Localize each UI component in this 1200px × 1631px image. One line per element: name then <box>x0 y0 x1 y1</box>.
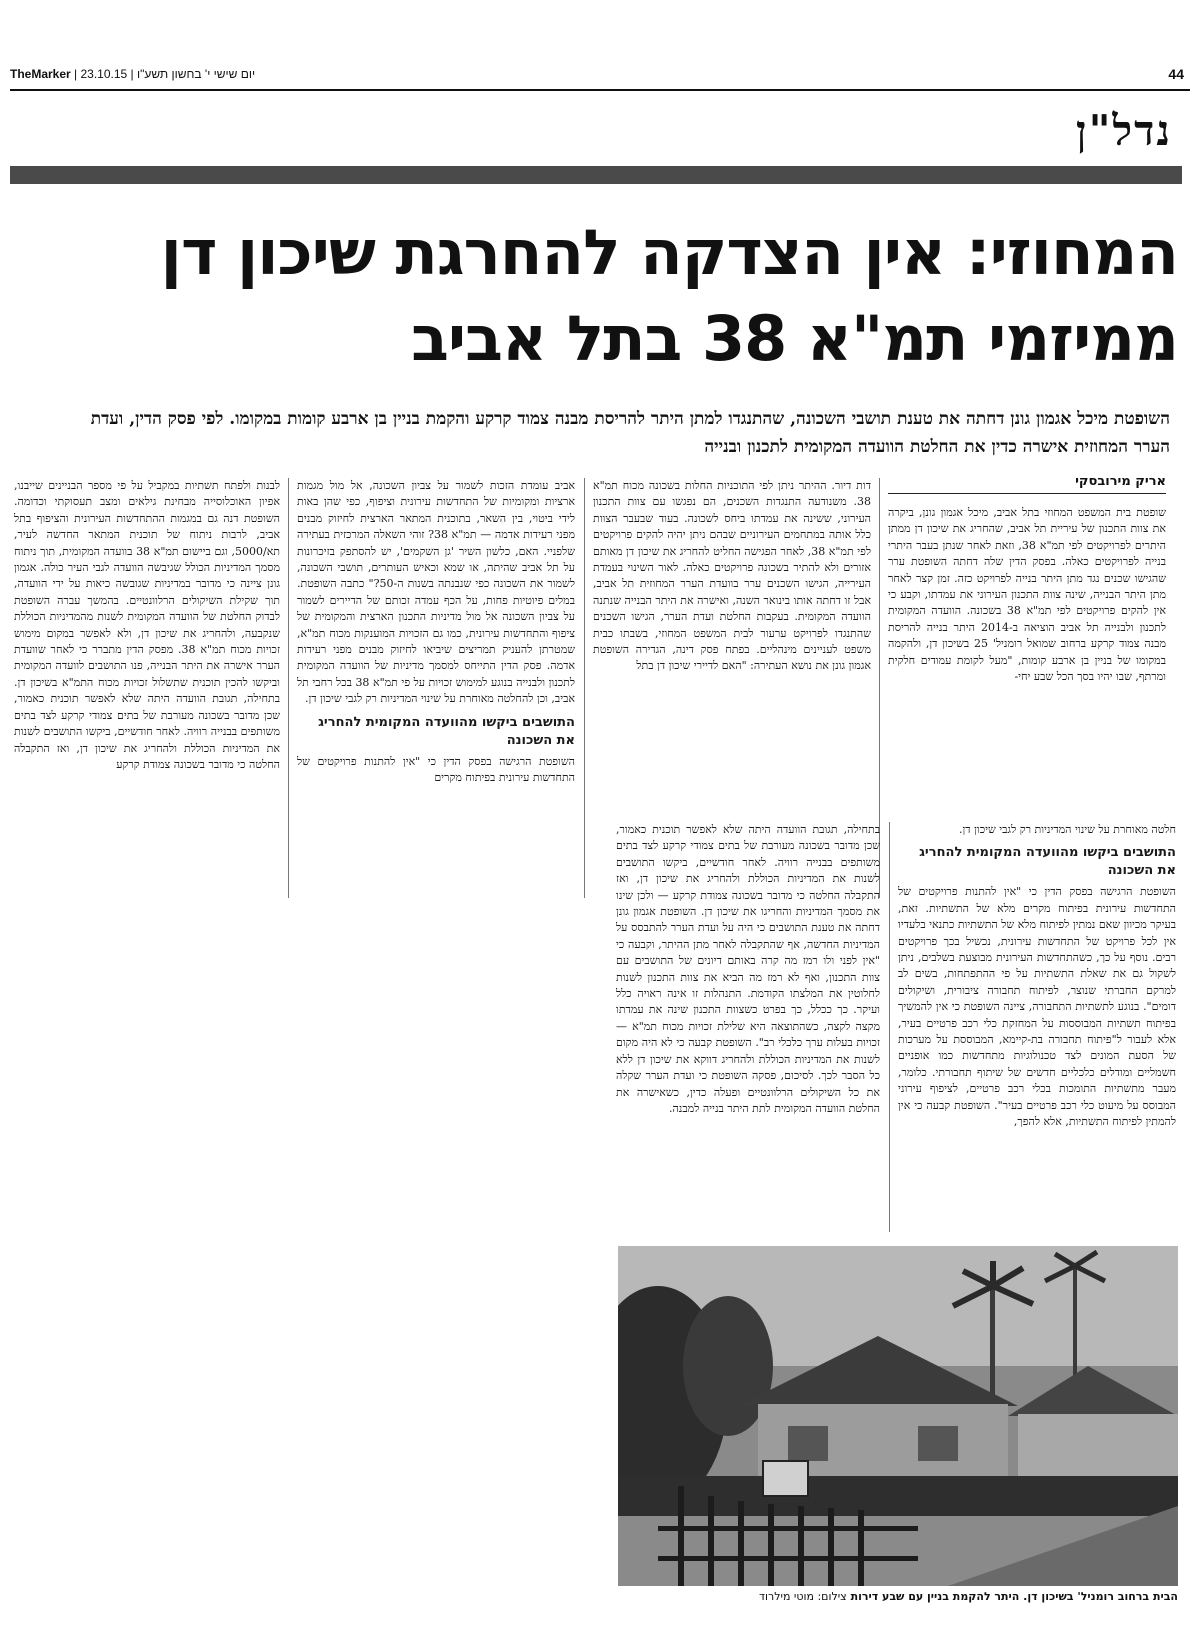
section-band <box>10 166 1182 184</box>
lower-column-1-subheading: התושבים ביקשו מהוועדה המקומית להחריג את השכונה <box>919 845 1176 879</box>
column-3-body: אביב עומדת הזכות לשמור על צביון השכונה, אל מול מגמות ארציות ומקומיות של התחדשות עירונית וציפוף, כפי שהן באות לידי ביטוי, בין השאר, בתוכנית המתאר הארצית לחיזוק מבנים מפני רעידות אדמה — תמ"א 38? זוהי השאלה המרכזית בעתירה שלפניי. האם, כלשון השיר 'גן השקמים', יש להסתפק בזיכרונות על תל אביב שהיתה, או שמא וכאיש העותרים, תושבי השכונה, לשמור את השכונה כפי שנבנתה בשנות ה-50?" כתבה השופטת. במלים פיוטיות פחות, על הכף עמדה זכותם של הדיירים לשמור על צביון השכונה אל מול מדיניות התכנון הארצית והמקומית של ציפוף והתחדשות עירונית, כמו גם הזכויות המוענקות מכוח תמ"א, שמטרתן להעניק תמריצים שיביאו לחיזוק מבנים מפני רעידות אדמה. פסק הדין התייחס למסמך מדיניות של הוועדה המקומית לתכנון ולבנייה בנוגע למימוש זכויות על פי תמ"א 38 בכל רחבי תל אביב, וכן להחלטה מאוחרת על שינוי המדיניות רק לגבי שיכון דן. <box>297 479 575 706</box>
lower-column-1-body: השופטת הרגישה בפסק הדין כי "אין להתנות פרויקטים של התחדשות עירונית בפיתוח מקרים מלא של התשתיות. זאת, בעיקר מכיוון שאם נמתין לפיתוח מלא של התשתיות כתנאי בלעדיו אין לכל פרויקט של התחדשות עירונית, נכשיל בכך פרויקטים רבים. נוסף על כך, כשהתחדשות העירונית מבוצעת בשלבים, ניתן לשקול גם את שאלת התשתיות על פי ההתפתחות, בשים לב למרקם החברתי שנוצר, לפיתוח תחבורה ציבורית, ושיקולים דומים". בנוגע לתשתיות התחבורה, ציינה השופטת כי אין להמשיך בפיתוח תשתיות המבוססות על המחזקת כלי רכב פרטיים בעיר, אלא לעבור ל"פיתוח תחבורה בת-קיימא, המבוססת על מערכות של הסעת המונים לצד טכנולוגיות מתחדשות כמו אופניים חשמליים ומודלים כלכליים חדשים של שיתוף תחבורתי. כלומר, מעבר מתשתיות התומכות בכלי רכב פרטיים, לציפוף עירוני המבוסס על מיעוט כלי רכב פרטיים בעיר". השופטת קבעה כי אין להמתין לפיתוח התשתיות, אלא להפך, <box>898 885 1176 1129</box>
column-divider <box>584 478 585 898</box>
column-divider <box>288 478 289 898</box>
section-title: נדל"ן <box>1075 106 1172 155</box>
headline-line-2: ממיזמי תמ"א 38 בתל אביב <box>411 302 1178 375</box>
brand-name: TheMarker <box>10 67 71 81</box>
column-3 <box>297 478 575 898</box>
divider: | <box>74 67 81 81</box>
photo-caption <box>618 1590 1178 1603</box>
top-rule <box>10 89 1190 91</box>
byline: אריק מירובסקי <box>888 474 1166 494</box>
column-3-subheading: התושבים ביקשו מהוועדה המקומית להחריג את השכונה <box>318 714 575 748</box>
photo-caption-text: הבית ברחוב רומניל' בשיכון דן. היתר להקמת בניין עם שבע דירות <box>850 1590 1178 1603</box>
lower-column-2: בתחילה, תגובת הוועדה היתה שלא לאפשר תוכנית כאמור, שכן מדובר בשכונה מעורבת של בתים צמודי קרקע לצד בתים משותפים בבנייה רוויה. לאחר חודשיים, ביקשו התושבים לשנות את המדיניות הכוללת ולהחריג את שיכון דן, ואז התקבלה החלטה כי מדובר בשכונה צמודת קרקע — ולכן שינו את מסמך המדיניות והחריגו את שיכון דן. השופטת אגמון גונן דחתה את טענת התושבים כי היה על ועדת הערר להתבסס על המדיניות החדשה, אף שהתקבלה לאחר מתן ההיתר, וקבעה כי "אין לפני ולו רמז מה קרה באותם דיונים של התושבים עם צוות התכנון, ואף לא רמז מה הביא את צוות התכנון לשנות לחלוטין את המלצתו הקודמת. התנהלות זו אינה ראויה כלל ועיקר. כך ככלל, כך בפרט כשצוות התכנון שינה את עמדתו מקצה לקצה, כשהתוצאה היא שלילת זכויות מכוח תמ"א — זכויות בעלות ערך כלכלי רב". השופטת קבעה כי לא היה מקום לשנות את המדיניות הכוללת ולהחריג דווקא את שיכון דן ללא כל הסבר לכך. לסיכום, פסקה השופטת כי ועדת הערר שקלה את כל השיקולים הרלוונטיים ופעלה כדין, כשאישרה את החלטת הוועדה המקומית לתת היתר בנייה למבנה. <box>616 823 880 1115</box>
house-photo-illustration <box>618 1246 1178 1586</box>
column-4: לבנות ולפתח תשתיות במקביל על פי מספר הבניינים שייבנו, אפיון האוכלוסייה מבחינת גילאים ומצב תעסוקתי וכדומה. השופטת דנה גם במגמות ההתחדשות העירונית והציפוף בתל אביב, לרבות ניתוח של תוכנית המתאר החדשה לעיר, תא/5000, וגם ביישום תמ"א 38 בוועדה המקומית, תוך ניתוח מסמך המדיניות הכולל שגיבשה הוועדה לגבי העיר כולה. אגמון גונן ציינה כי מדובר במדיניות שגובשה כיאות על ידי הוועדה, תוך שקילת השיקולים הרלוונטיים. בהמשך עברה השופטת לבדוק החלטת של הוועדה המקומית לשנות מהמדיניות הכוללת שנקבעה, ולהחריג את שיכון דן, ולא לאפשר במקום מימוש זכויות מכוח תמ"א 38. מפסק הדין מתברר כי לאחר שוועדת הערר אישרה את היתר הבנייה, פנו התושבים לוועדה המקומית וביקשו להכין תוכנית שתשלול זכויות מכוח התמ"א בשיכון דן. בתחילה, תגובת הוועדה היתה שלא לאפשר תוכנית כאמור, שכן מדובר בשכונה מעורבת של בתים צמודי קרקע לצד בתים משותפים בבנייה רוויה. לאחר חודשיים, ביקשו התושבים לשנות את המדיניות הכוללת ולהחריג את שיכון דן, ואז התקבלה החלטה כי מדובר בשכונה צמודת קרקע <box>14 479 280 771</box>
issue-date: יום שישי י' בחשון תשע"ו | 23.10.15 <box>80 67 256 81</box>
lower-column-1-head: חלטה מאוחרת על שינוי המדיניות רק לגבי שיכון דן. <box>959 823 1176 836</box>
photo-credit: צילום: מוטי מילרוד <box>759 1590 847 1603</box>
lower-column-1 <box>898 822 1176 1242</box>
page-number: 44 <box>1168 66 1184 82</box>
column-2: דות דיור. ההיתר ניתן לפי התוכניות החלות בשכונה מכוח תמ"א 38. משנודעה התנגדות השכנים, הם נפגשו עם צוות התכנון העירוני, ששינה את עמדתו ביחס לשכונה. בעוד שבעבר הצוות כלל אותה במתחמים העירוניים שבהם ניתן יהיה להקים פרויקטים לפי תמ"א 38, לאחר הפגישה החליט להחריג את שיכון דן מאותם אזורים ולא להתיר בשכונה פרויקטים כאלה. לאור השינוי בעמדת העירייה, הגישו השכנים ערר בוועדת הערר המחוזית תל אביב, אבל זו דחתה אותו בינואר השנה, ואישרה את היתר הבנייה שנתנה הוועדה המקומית. בעקבות החלטת ועדת הערר, הגישו השכנים שהתנגדו לפרויקט ערעור לבית המשפט המחוזי, בשבתו כבית משפט לעניינים מינהליים. בפתח פסק דינה, הגדירה השופטת אגמון גונן את נושא העתירה: "האם לדיירי שיכון דן בתל <box>593 479 871 673</box>
column-3-tail: השופטת הרגישה בפסק הדין כי "אין להתנות פרויקטים של התחדשות עירונית בפיתוח מקרים <box>297 754 575 785</box>
masthead <box>10 67 255 81</box>
column-divider <box>889 822 890 1232</box>
headline-line-1: המחוזי: אין הצדקה להחרגת שיכון דן <box>160 216 1178 289</box>
house-photo <box>618 1246 1178 1586</box>
lead-paragraph: השופטת מיכל אגמון גונן דחתה את טענת תושבי השכונה, שהתנגדו למתן היתר להריסת מבנה צמוד קרקע והקמת בניין בן ארבע קומות במקומו. לפי פסק הדין, ועדת הערר המחוזית אישרה כדין את החלטת הוועדה המקומית לתכנון ובנייה <box>90 409 1170 457</box>
column-1: שופטת בית המשפט המחוזי בתל אביב, מיכל אגמון גונן, ביקרה את צוות התכנון של עיריית תל אביב, שהחריג את שיכון דן ממתן היתרים לפרויקטים לפי תמ"א 38, וזאת לאחר שנתן בעבר היתרי בנייה לפרויקטים כאלה. בפסק הדין שלה דחתה השופטת ערר שהגישו שכנים נגד מתן היתר בנייה לפרויקט כזה. זמן קצר לאחר מתן היתר הבנייה, שינה צוות התכנון העירוני את עמדתו, וקבע כי אין להקים פרויקטים לפי תמ"א 38 בשכונה. הוועדה המקומית לתכנון ולבנייה תל אביב הוציאה ב-2014 היתר בנייה להריסת מבנה צמוד קרקע ברחוב שמואל רומניל' 25 בשיכון דן, ולהקמה במקומו של בניין בן ארבע קומות, "מעל לקומת עמודים חלקית ומרתף, שבו יהיו בסך הכל שבע יחי- <box>888 506 1166 684</box>
headline <box>35 210 1178 382</box>
